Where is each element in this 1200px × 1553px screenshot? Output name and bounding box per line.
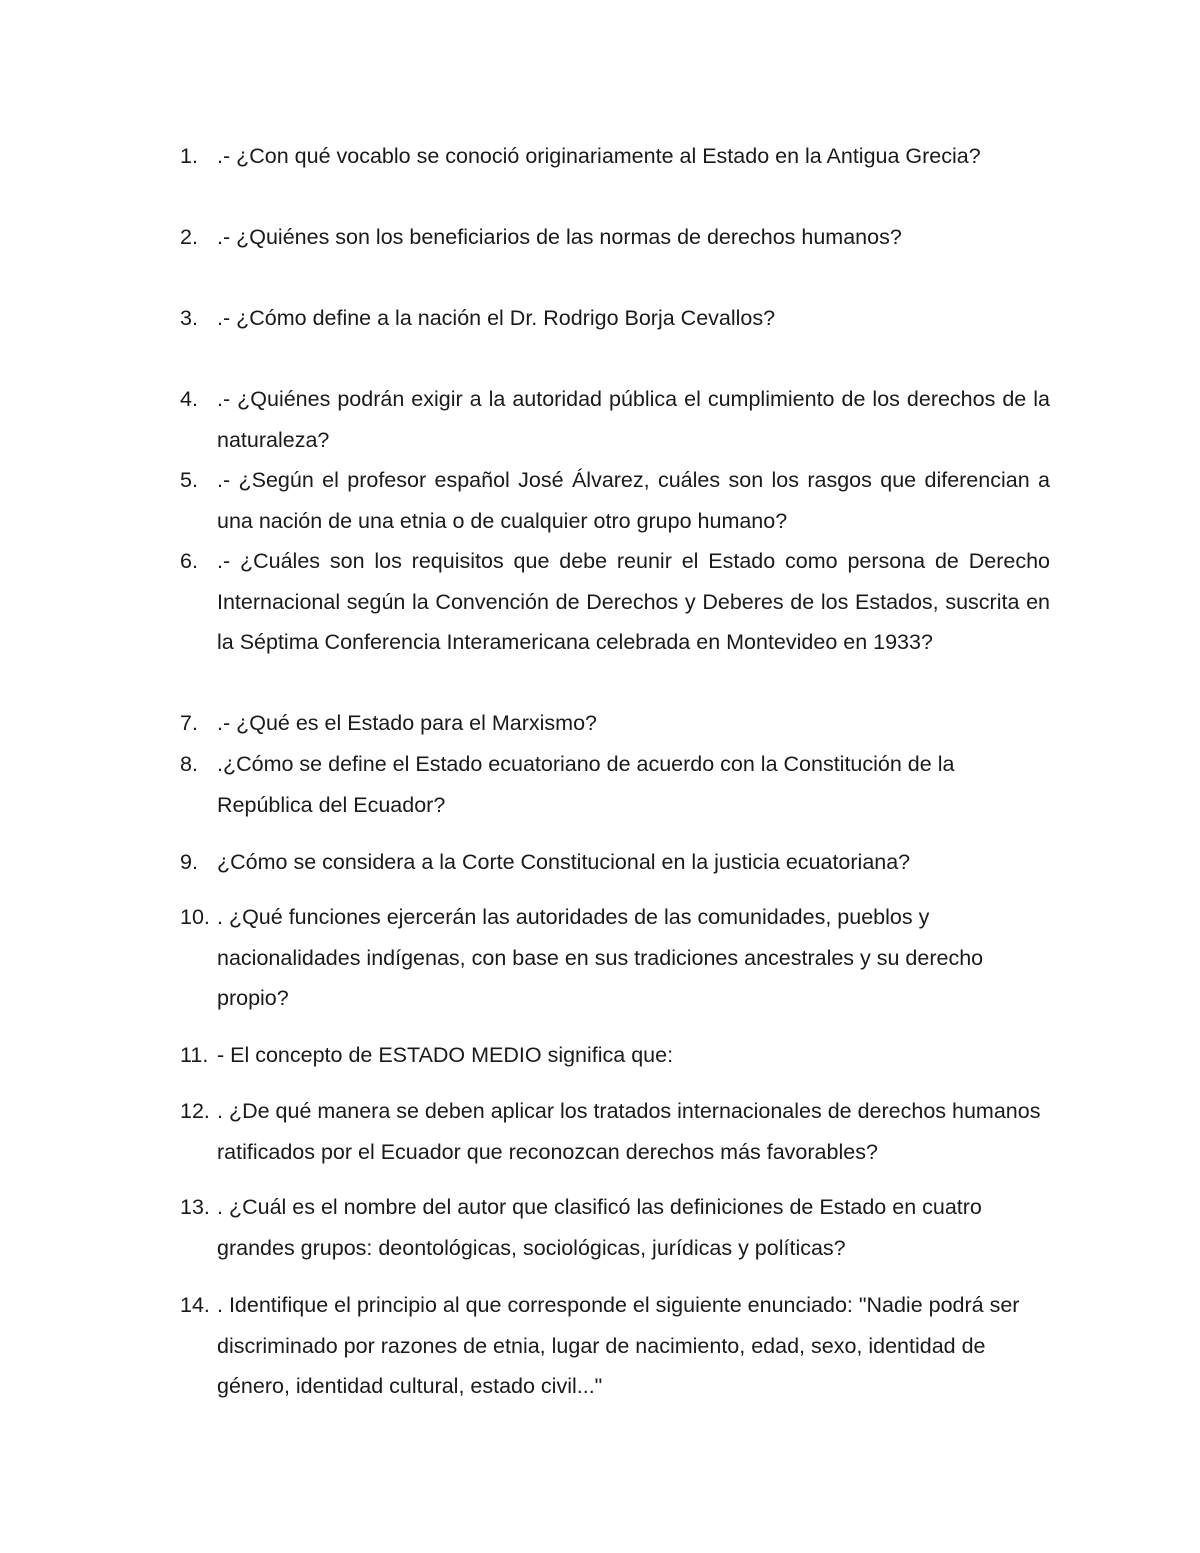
question-number: 13. — [180, 1195, 210, 1219]
question-text: .- ¿Según el profesor español José Álvarez, cuáles son los rasgos que diferencian a una nación de una etnia o de cualquier otro grupo humano? — [217, 468, 1050, 533]
question-text: .- ¿Quiénes son los beneficiarios de las normas de derechos humanos? — [217, 225, 902, 249]
question-item — [180, 1035, 1050, 1076]
question-item — [180, 379, 1050, 460]
question-text: - El concepto de ESTADO MEDIO significa que: — [217, 1043, 674, 1067]
question-number: 2. — [180, 225, 198, 249]
question-number: 1. — [180, 144, 198, 168]
question-item — [180, 842, 1050, 883]
question-item — [180, 541, 1050, 663]
question-text: . ¿Cuál es el nombre del autor que clasificó las definiciones de Estado en cuatro grandes grupos: deontológicas, sociológicas, jurídicas y políticas? — [217, 1195, 982, 1260]
question-text: . Identifique el principio al que corresponde el siguiente enunciado: "Nadie podrá ser discriminado por razones de etnia, lugar de nacimiento, edad, sexo, identidad de género, identidad cultural, estado civil..." — [217, 1293, 1020, 1398]
question-item — [180, 217, 1050, 258]
question-text: . ¿De qué manera se deben aplicar los tratados internacionales de derechos humanos ratificados por el Ecuador que reconozcan derechos más favorables? — [217, 1099, 1041, 1164]
question-text: .- ¿Quiénes podrán exigir a la autoridad pública el cumplimiento de los derechos de la naturaleza? — [217, 387, 1050, 452]
question-number: 9. — [180, 850, 198, 874]
question-number: 8. — [180, 752, 198, 776]
question-number: 5. — [180, 468, 198, 492]
question-text: .- ¿Cómo define a la nación el Dr. Rodrigo Borja Cevallos? — [217, 306, 776, 330]
question-item — [180, 298, 1050, 339]
question-item — [180, 1285, 1050, 1407]
question-number: 4. — [180, 387, 198, 411]
question-item — [180, 897, 1010, 1019]
question-text: .- ¿Con qué vocablo se conoció originariamente al Estado en la Antigua Grecia? — [217, 144, 981, 168]
question-number: 10. — [180, 905, 210, 929]
question-item — [180, 1187, 1050, 1268]
question-text: ¿Cómo se considera a la Corte Constitucional en la justicia ecuatoriana? — [217, 850, 911, 874]
question-number: 3. — [180, 306, 198, 330]
question-text: .- ¿Cuáles son los requisitos que debe reunir el Estado como persona de Derecho Internacional según la Convención de Derechos y Deberes de los Estados, suscrita en la Séptima Conferencia Interamericana celebrada en Montevideo en 1933? — [217, 549, 1050, 654]
question-text: . ¿Qué funciones ejercerán las autoridades de las comunidades, pueblos y nacionalidades indígenas, con base en sus tradiciones ancestrales y su derecho propio? — [217, 905, 984, 1010]
question-number: 7. — [180, 711, 198, 735]
question-number: 11. — [180, 1043, 209, 1067]
question-item — [180, 744, 1050, 825]
question-number: 12. — [180, 1099, 210, 1123]
question-item — [180, 1091, 1050, 1172]
question-text: .- ¿Qué es el Estado para el Marxismo? — [217, 711, 597, 735]
question-item — [180, 136, 1050, 177]
question-text: .¿Cómo se define el Estado ecuatoriano de acuerdo con la Constitución de la República del Ecuador? — [217, 752, 955, 817]
question-item — [180, 703, 1050, 744]
question-item — [180, 460, 1050, 541]
question-number: 6. — [180, 549, 198, 573]
question-number: 14. — [180, 1293, 210, 1317]
